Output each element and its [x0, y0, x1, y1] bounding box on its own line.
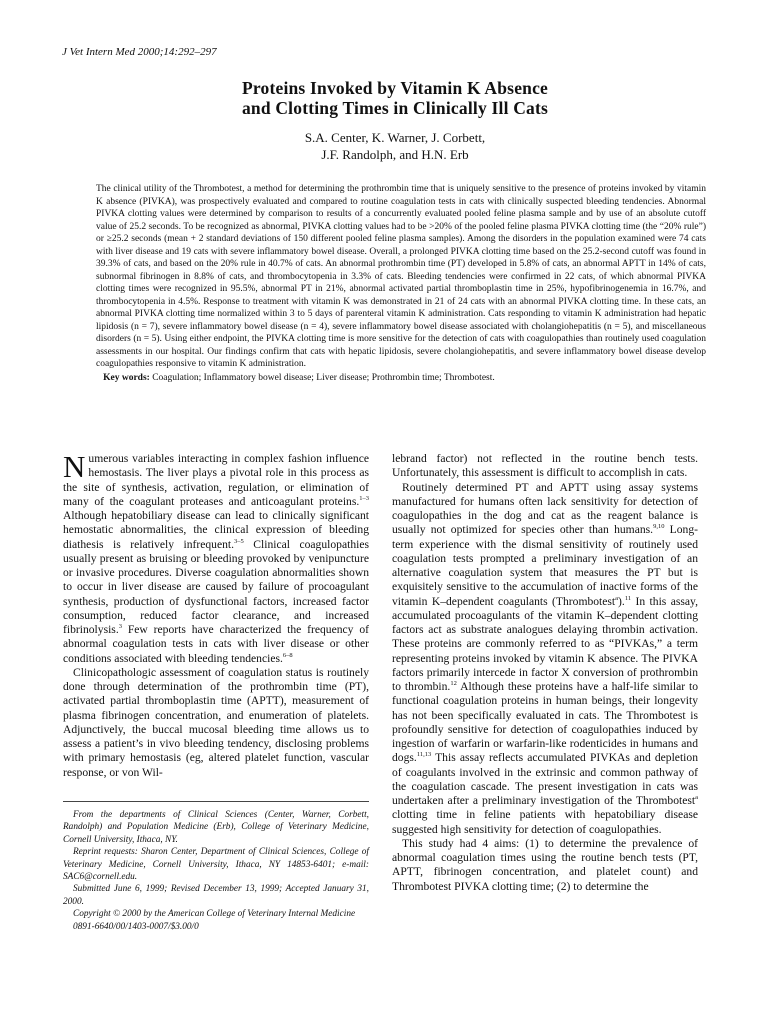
text-run: In this assay, accumulated procoagulants of the vitamin K–dependent clotting factors act as substrate analogues delaying thrombin activation. These proteins are commonly referred to as “PIVKAs,” a term representing proteins invoked by vitamin K absence. The PIVKA factors primarily intercede in factor X conversion of prothrombin to thrombin. — [392, 594, 698, 693]
text-run: Although hepatobiliary disease can lead to clinically significant hemostatic abnormalities, the clinical expression of bleeding diathesis is relatively infrequent. — [63, 509, 369, 551]
body-paragraph-continued: lebrand factor) not reflected in the routine bench tests. Unfortunately, this assessment is difficult to accomplish in cats. — [392, 452, 698, 480]
text-run: Routinely determined PT and APTT using assay systems manufactured for humans often lack sensitivity for detection of coagulopathies in the dog and cat as the reagent balance is usually not optimized for species other than humans. — [392, 480, 698, 537]
abstract-text: The clinical utility of the Thrombotest, a method for determining the prothrombin time that is uniquely sensitive to the presence of proteins invoked by vitamin K absence (PIVKA), was prospectively evaluated and compared to routine coagulation tests in cats with clinically suspected bleeding tendencies. Abnormal PIVKA clotting values were determined by comparison to results of a concurrently evaluated pooled feline plasma sample and by use of an absolute cutoff value of 25.2 seconds. To be recognized as abnormal, PIVKA clotting values had to be >20% of the pooled feline plasma PIVKA clotting time (the “20% rule”) or ≥25.2 seconds (mean + 2 standard deviations of 150 different pooled feline plasma samples). Among the disorders in the population examined were 74 cats with liver disease and 19 cats with severe inflammatory bowel disease. Overall, a prolonged PIVKA clotting time based on the 25.2-second cutoff was found in 39.3% of cats, and based on the 20% rule in 40.7% of cats. An abnormal prothrombin time (PT) developed in 5.8% of cats, an abnormal APTT in 14% of cats, subnormal fibrinogen in 8.8% of cats, and thrombocytopenia in 3.3% of cats. Bleeding tendencies were confirmed in 22 cats, of which abnormal PIVKA clotting times were recognized in 95.5%, abnormal PT in 21%, abnormal activated partial thromboplastin time in 25%, hypofibrinogenemia in 16.7%, and thrombocytopenia in 4.5%. Response to treatment with vitamin K was demonstrated in 21 of 24 cats with an abnormal PIVKA clotting time. In these cats, an abnormal PIVKA clotting time normalized within 3 to 5 days of parenteral vitamin K administration. Cats responding to vitamin K administration had hepatic lipidosis (n = 7), severe inflammatory bowel disease (n = 4), severe inflammatory bowel disease associated with cholangiohepatitis (n = 5), and miscellaneous disorders (n = 5). Using either endpoint, the PIVKA clotting time is more sensitive for the detection of cats with coagulopathies than routinely used coagulation assessments in our hospital. Our findings confirm that cats with hepatic lipidosis, severe cholangiohepatitis, and severe inflammatory bowel disease develop coagulopathies responsive to vitamin K administration. — [96, 184, 706, 369]
citation: 11,13 — [416, 751, 432, 759]
body-paragraph-aims: This study had 4 aims: (1) to determine the prevalence of abnormal coagulation times using the routine bench tests (PT, APTT, fibrinogen concentration, and platelet count) and Thrombotest PIVKA clotting time; (2) to determine the — [392, 836, 698, 893]
title-line-1: Proteins Invoked by Vitamin K Absence — [241, 78, 549, 98]
body-column-right — [392, 452, 698, 894]
citation: 6–8 — [282, 651, 293, 659]
drop-cap: N — [63, 449, 86, 484]
footnote-marker: a — [695, 794, 698, 802]
keywords-list: Coagulation; Inflammatory bowel disease; Liver disease; Prothrombin time; Thrombotest. — [152, 372, 495, 383]
keywords-label: Key words: — [103, 372, 150, 383]
footnotes — [63, 809, 369, 933]
body-column-left — [63, 449, 369, 780]
citation: 9,10 — [653, 523, 665, 531]
footnote-affiliation: From the departments of Clinical Sciences (Center, Warner, Corbett, Randolph) and Population Medicine (Erb), College of Veterinary Medicine, Cornell University, Ithaca, NY. — [63, 810, 369, 845]
citation: 3 — [118, 623, 122, 631]
authors-line-1: S.A. Center, K. Warner, J. Corbett, — [304, 130, 486, 145]
footnote-marker: a — [615, 594, 619, 602]
abstract — [96, 183, 706, 384]
footnote-reprint: Reprint requests: Sharon Center, Department of Clinical Sciences, College of Veterinary Medicine, Cornell University, Ithaca, NY 14853-6401; e-mail: SAC6@cornell.edu. — [63, 847, 369, 883]
body-paragraph-thrombotest — [392, 481, 698, 837]
text-run: Clinical coagulopathies usually present as bruising or bleeding provoked by venipuncture or invasive procedures. Diverse coagulation abnormalities shown to occur in liver disease are caused by failure of procoagulant synthesis, production of dysfunctional factors, increased factor consumption, reduced factor clearance, and increased fibrinolysis. — [63, 537, 369, 636]
footnote-copyright: Copyright © 2000 by the American College of Veterinary Internal Medicine — [73, 909, 356, 920]
footnote-code: 0891-6640/00/1403-0007/$3.00/0 — [73, 921, 199, 932]
citation: 12 — [450, 680, 457, 688]
text-run: Long-term experience with the dismal sensitivity of routinely used coagulation tests prompted a preliminary investigation of an alternative coagulation system that measures the PT but is exquisitely sensitive to the accumulation of inactive forms of the vitamin K–dependent coagulants (Thrombotest — [392, 523, 699, 608]
citation: 11 — [624, 594, 632, 602]
text-run: clotting time in feline patients with hepatobiliary disease suggested high sensitivity for detection of coagulopathies. — [392, 808, 698, 836]
article-title — [0, 78, 768, 118]
journal-reference: J Vet Intern Med 2000;14:292–297 — [62, 46, 217, 58]
authors-line-2: J.F. Randolph, and H.N. Erb — [321, 147, 469, 162]
citation: 1–3 — [359, 494, 369, 502]
text-run: This assay reflects accumulated PIVKAs and depletion of coagulants involved in the extrinsic and common pathway of the coagulation cascade. The present investigation in cats was undertaken after a preliminary investigation of the Thrombotest — [392, 751, 698, 807]
intro-paragraph-1 — [63, 449, 369, 666]
keywords — [96, 372, 706, 385]
text-run: ). — [618, 594, 625, 608]
citation: 3–5 — [234, 537, 244, 545]
title-line-2: and Clotting Times in Clinically Ill Cats — [241, 98, 549, 118]
text-run: umerous variables interacting in complex fashion influence hemostasis. The liver plays a pivotal role in this process as the site of synthesis, activation, regulation, or elimination of many of the coagulant proteases and anticoagulant proteins. — [63, 452, 369, 508]
author-list — [0, 129, 768, 163]
text-run: Few reports have characterized the frequency of abnormal coagulation tests in cats with liver disease or other conditions associated with bleeding tendencies. — [63, 623, 369, 665]
footnote-dates: Submitted June 6, 1999; Revised December 13, 1999; Accepted January 31, 2000. — [63, 884, 369, 907]
intro-paragraph-2: Clinicopathologic assessment of coagulation status is routinely done through determination of the prothrombin time (PT), activated partial thromboplastin time (APTT), measurement of plasma fibrinogen concentration, and enumeration of platelets. Adjunctively, the buccal mucosal bleeding time allows us to assess a patient’s in vivo bleeding tendency, disclosing problems with primary hemostasis (eg, altered platelet function, vascular response, or von Wil- — [63, 665, 369, 779]
text-run: Although these proteins have a half-life similar to functional coagulation proteins in human beings, their longevity has not been specifically evaluated in cats. The Thrombotest is profoundly sensitive for detection of coagulopathies induced by ingestion of warfarin or warfarin-like rodenticides in humans and dogs. — [392, 680, 699, 765]
footnote-divider — [63, 801, 369, 802]
